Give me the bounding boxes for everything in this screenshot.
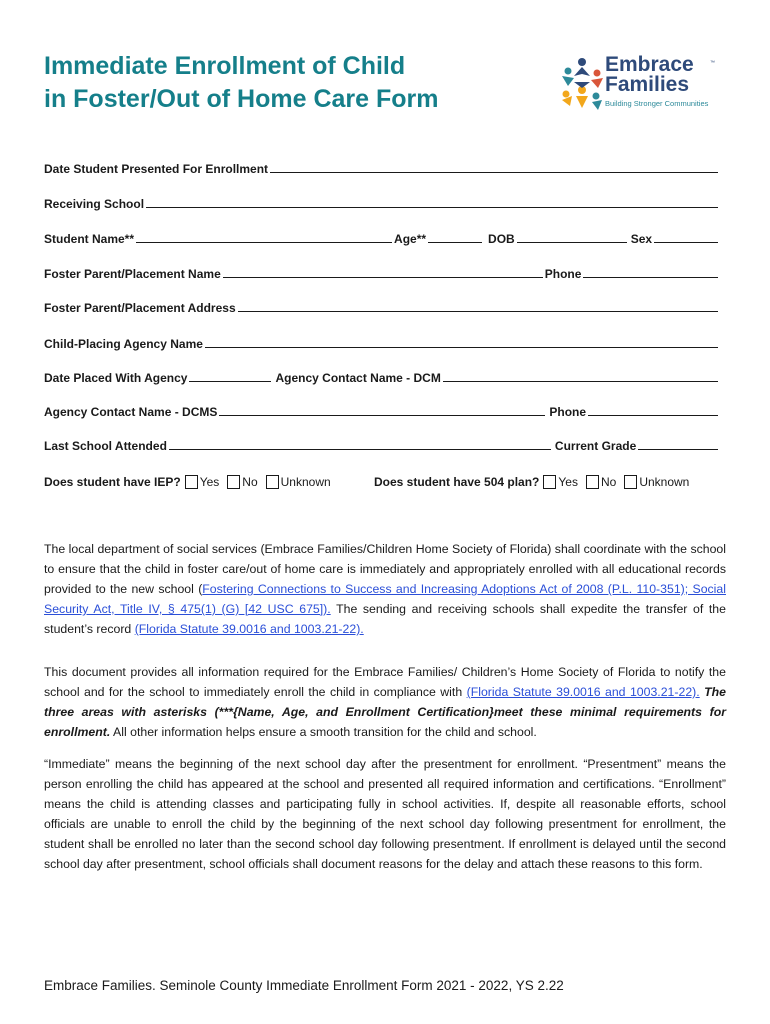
phone2-label: Phone — [549, 405, 587, 419]
student-name-row — [44, 230, 720, 246]
date-placed-row — [44, 369, 720, 385]
iep-question-label: Does student have IEP? — [44, 475, 181, 489]
iep-no-label: No — [242, 475, 258, 489]
phone-label: Phone — [544, 267, 582, 281]
date-presented-field[interactable] — [270, 160, 718, 173]
student-name-label: Student Name** — [44, 232, 135, 246]
iep-no-checkbox[interactable] — [227, 475, 240, 489]
date-presented-row — [44, 160, 720, 176]
date-placed-label: Date Placed With Agency — [44, 371, 188, 385]
date-placed-field[interactable] — [189, 369, 271, 382]
agency-contact-dcm-label: Agency Contact Name - DCM — [275, 371, 441, 385]
age-field[interactable] — [428, 230, 482, 243]
family-figures-icon — [560, 56, 604, 112]
dob-field[interactable] — [517, 230, 627, 243]
receiving-school-row — [44, 195, 720, 211]
form-title-line2: in Foster/Out of Home Care Form — [44, 85, 439, 113]
coordination-paragraph — [44, 539, 726, 639]
plan504-no-checkbox[interactable] — [586, 475, 599, 489]
current-grade-label: Current Grade — [554, 439, 637, 453]
trademark-mark: ™ — [710, 60, 715, 66]
plan504-unknown-option[interactable] — [618, 475, 689, 489]
coordination-text-b: The sending and receiving schools shall expedite the transfer of the student’s record — [44, 602, 726, 636]
logo-name-line1: Embrace — [605, 53, 694, 76]
child-placing-agency-label: Child-Placing Agency Name — [44, 337, 203, 351]
last-school-row — [44, 437, 720, 453]
child-placing-agency-field[interactable] — [205, 335, 718, 348]
foster-parent-name-row — [44, 265, 720, 281]
fostering-connections-link[interactable]: Fostering Connections to Success and Increasing Adoptions Act of 2008 (P.L. 110-351); Social Security Act, Title IV, § 475(1) (G) [42 USC 675]). — [44, 582, 726, 616]
iep-yes-label: Yes — [199, 475, 220, 489]
iep-yes-checkbox[interactable] — [185, 475, 198, 489]
plan504-question-label: Does student have 504 plan? — [374, 475, 540, 489]
date-presented-label: Date Student Presented For Enrollment — [44, 162, 269, 176]
agency-contact-dcms-row — [44, 403, 720, 419]
agency-contact-dcms-label: Agency Contact Name - DCMS — [44, 405, 218, 419]
logo-tagline: Building Stronger Communities — [605, 99, 709, 108]
florida-statute-link-2[interactable]: (Florida Statute 39.0016 and 1003.21-22). — [466, 685, 700, 699]
receiving-school-label: Receiving School — [44, 197, 145, 211]
foster-parent-name-field[interactable] — [223, 265, 543, 278]
embrace-families-logo — [560, 52, 735, 122]
form-title — [44, 50, 524, 116]
iep-question-group — [44, 475, 333, 489]
phone-field[interactable] — [583, 265, 718, 278]
foster-parent-address-row — [44, 299, 720, 315]
requirements-paragraph — [44, 662, 726, 742]
plan504-unknown-checkbox[interactable] — [624, 475, 637, 489]
sex-label: Sex — [630, 232, 653, 246]
receiving-school-field[interactable] — [146, 195, 718, 208]
plan504-yes-option[interactable] — [541, 475, 578, 489]
phone2-field[interactable] — [588, 403, 718, 416]
requirements-text-b: All other information helps ensure a smooth transition for the child and school. — [110, 725, 537, 739]
foster-parent-name-label: Foster Parent/Placement Name — [44, 267, 221, 281]
requirements-text-a: This document provides all information required for the Embrace Families/ Children’s Home Society of Florida to notify the school and for the school to immediately enroll the child in compliance with — [44, 665, 726, 699]
current-grade-field[interactable] — [638, 437, 718, 450]
page-footer: Embrace Families. Seminole County Immediate Enrollment Form 2021 - 2022, YS 2.22 — [44, 978, 564, 993]
agency-contact-dcms-field[interactable] — [219, 403, 545, 416]
dob-label: DOB — [488, 232, 515, 246]
last-school-field[interactable] — [169, 437, 551, 450]
logo-name-line2: Families — [605, 73, 690, 96]
plan504-no-label: No — [600, 475, 617, 489]
student-name-field[interactable] — [136, 230, 392, 243]
plan504-yes-label: Yes — [558, 475, 578, 489]
plan504-unknown-label: Unknown — [639, 475, 690, 489]
sex-field[interactable] — [654, 230, 718, 243]
florida-statute-link-1[interactable]: (Florida Statute 39.0016 and 1003.21-22). — [134, 622, 364, 636]
requirements-emphasis: The three areas with asterisks (***{Name, Age, and Enrollment Certification}meet these minimal requirements for enrollment. — [44, 685, 726, 739]
last-school-label: Last School Attended — [44, 439, 167, 453]
form-title-line1: Immediate Enrollment of Child — [44, 52, 406, 80]
foster-parent-address-field[interactable] — [238, 299, 718, 312]
child-placing-agency-row — [44, 335, 720, 351]
iep-no-option[interactable] — [221, 475, 257, 489]
foster-parent-address-label: Foster Parent/Placement Address — [44, 301, 236, 315]
logo-wordmark — [605, 55, 694, 95]
iep-yes-option[interactable] — [183, 475, 220, 489]
definitions-paragraph: “Immediate” means the beginning of the next school day after the presentment for enrollment. “Presentment” means the person enrolling the child has appeared at the school and presented all required information and certifications. “Enrollment” means the child is attending classes and participating fully in school activities. If, despite all reasonable efforts, school officials are unable to enroll the child by the beginning of the next school day following presentment for enrollment, the student shall be enrolled no later than the second school day following presentment. If enrollment is delayed until the second school day after presentment, school officials shall document reasons for the delay and attach these reasons to this form. — [44, 757, 726, 871]
iep-unknown-label: Unknown — [280, 475, 331, 489]
iep-unknown-option[interactable] — [260, 475, 331, 489]
age-label: Age** — [394, 232, 427, 246]
agency-contact-dcm-field[interactable] — [443, 369, 718, 382]
plan504-question-group — [374, 475, 691, 489]
plan504-yes-checkbox[interactable] — [543, 475, 556, 489]
iep-unknown-checkbox[interactable] — [266, 475, 279, 489]
coordination-text-a: The local department of social services (Embrace Families/Children Home Society of Florida) shall coordinate with the school to ensure that the child in foster care/out of home care is immediately and appropriately enrolled with all educational records provided to the new school ( — [44, 542, 726, 596]
plan504-no-option[interactable] — [580, 475, 616, 489]
